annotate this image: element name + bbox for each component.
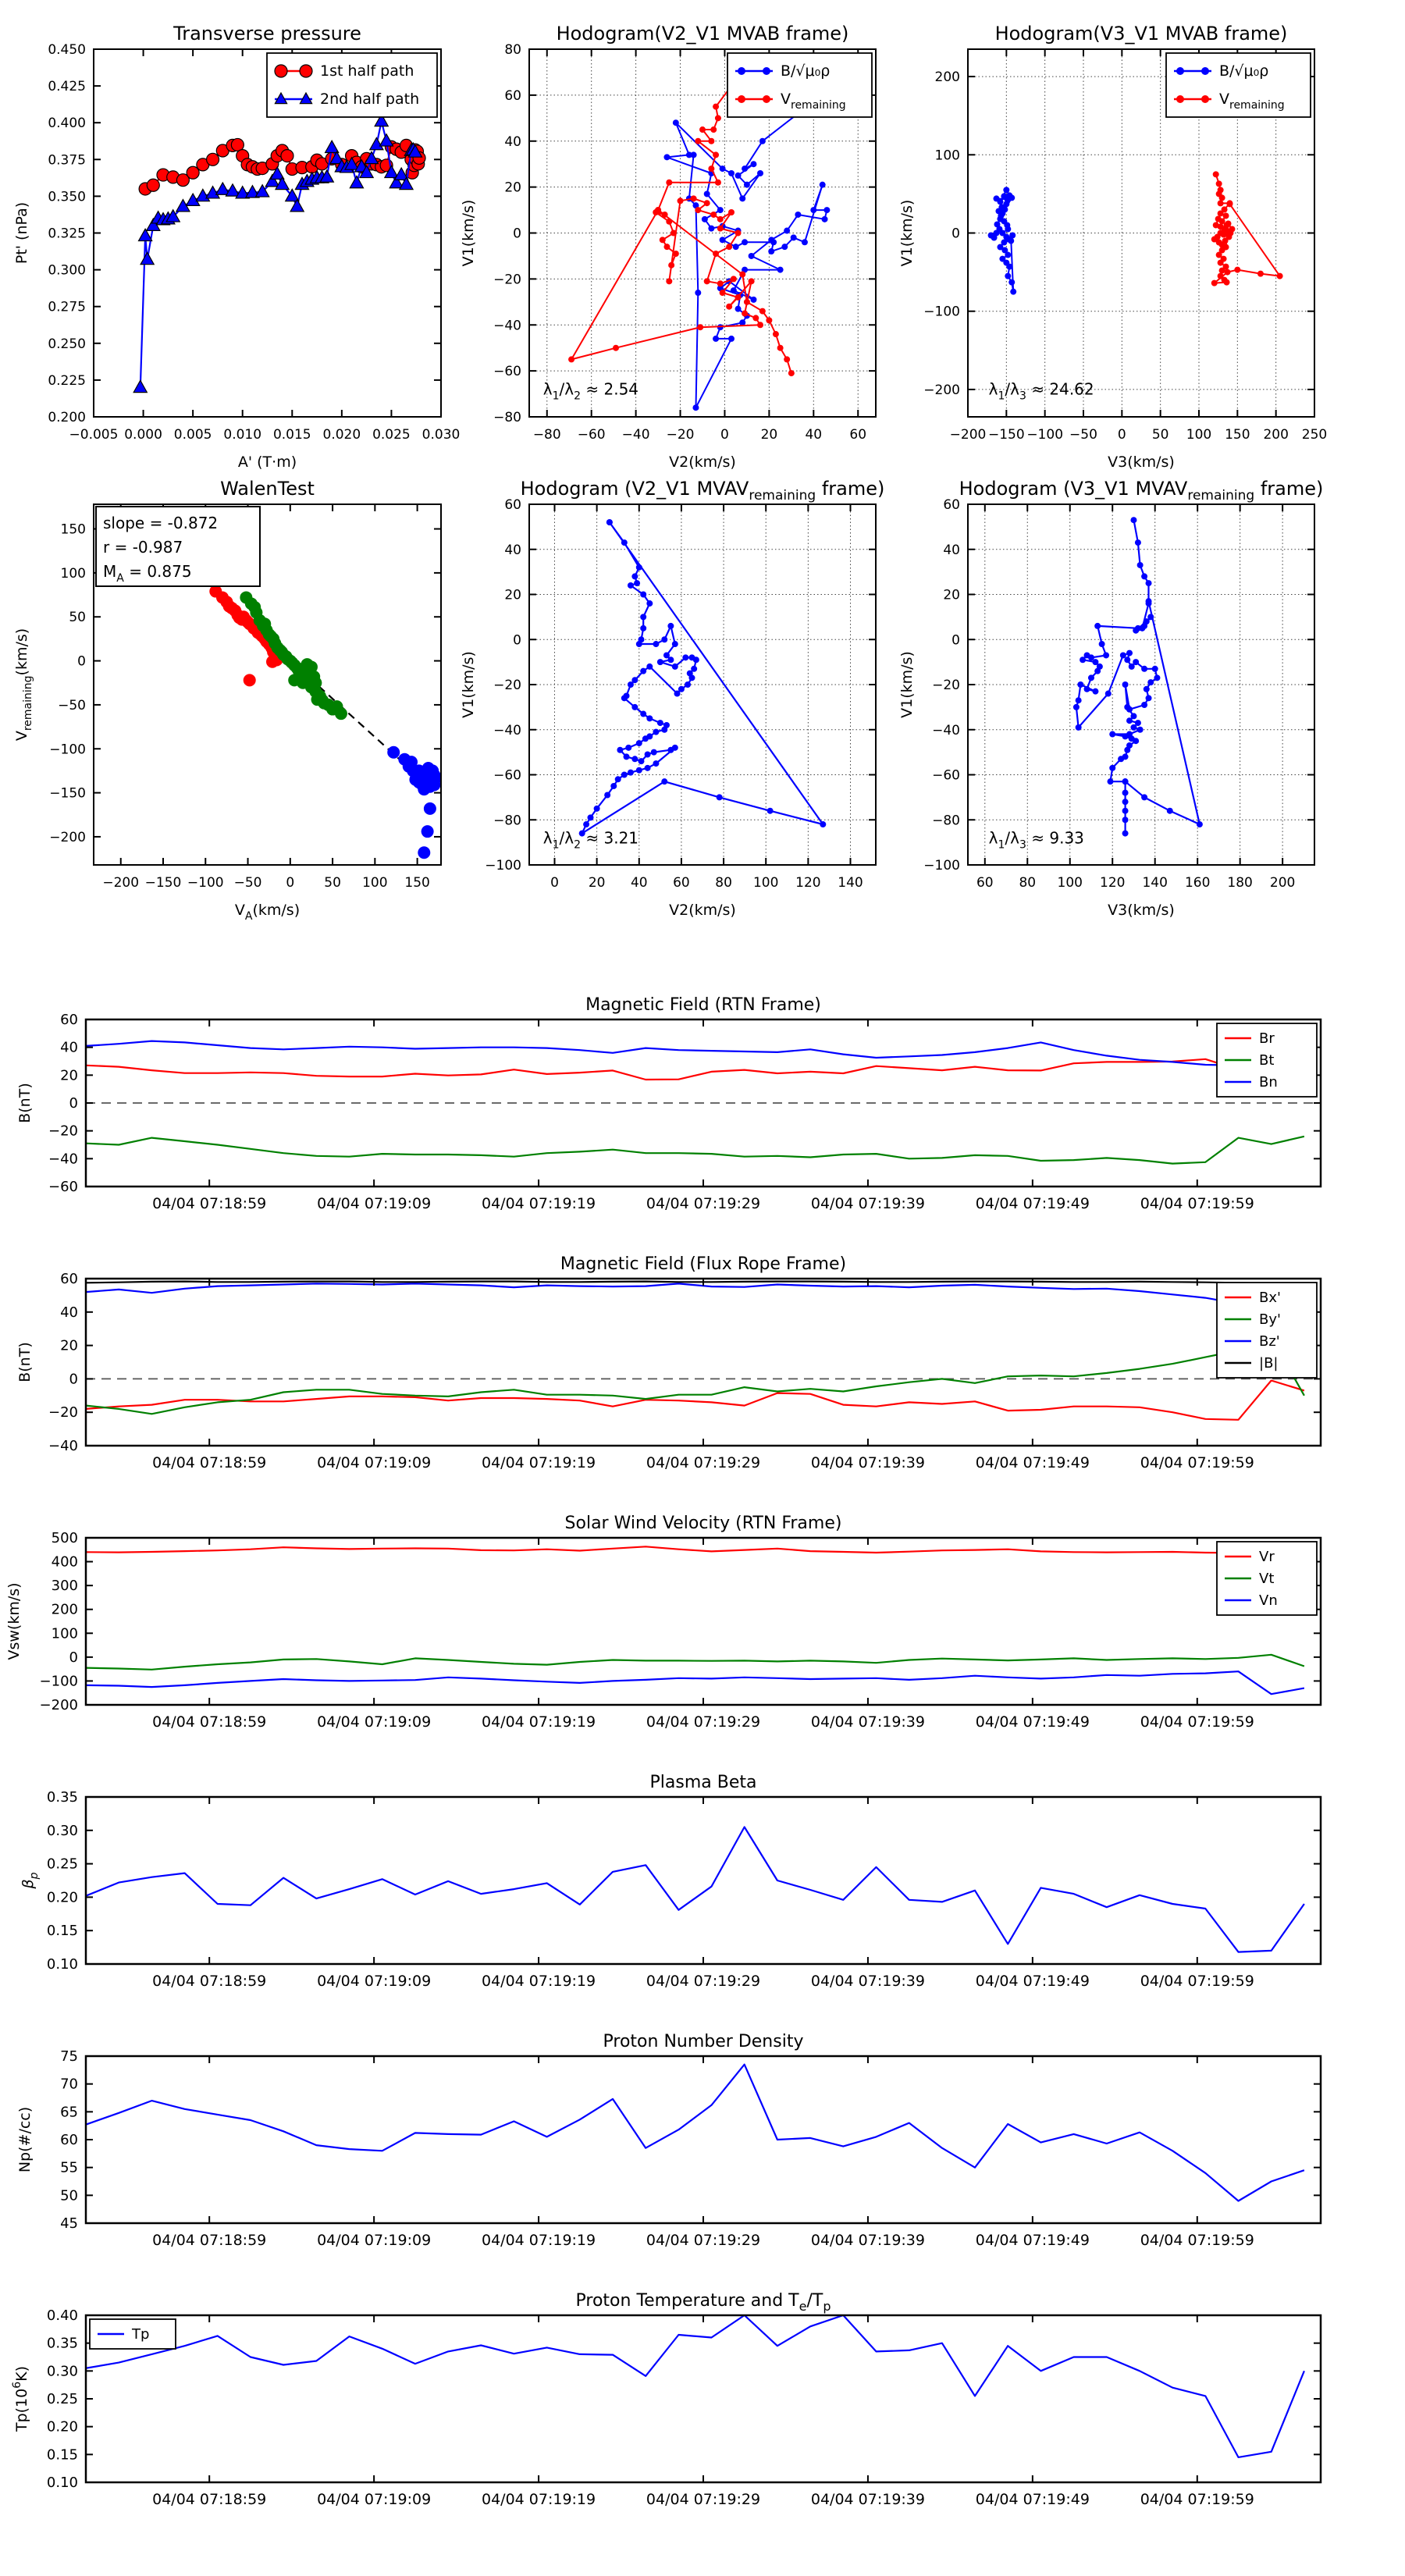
svg-text:20: 20 bbox=[760, 427, 778, 443]
svg-text:−0.005: −0.005 bbox=[69, 427, 119, 443]
svg-text:0.300: 0.300 bbox=[48, 262, 86, 279]
svg-text:−60: −60 bbox=[932, 767, 960, 784]
svg-text:0.40: 0.40 bbox=[46, 2307, 78, 2324]
svg-text:−60: −60 bbox=[493, 364, 521, 380]
svg-text:04/04 07:19:09: 04/04 07:19:09 bbox=[317, 1713, 432, 1731]
svg-text:04/04 07:19:19: 04/04 07:19:19 bbox=[481, 2491, 596, 2508]
svg-text:20: 20 bbox=[504, 180, 521, 196]
panel-proton-number-density bbox=[16, 2032, 1321, 2249]
svg-text:0.020: 0.020 bbox=[322, 427, 361, 443]
svg-text:60: 60 bbox=[504, 497, 521, 513]
svg-text:−200: −200 bbox=[49, 829, 86, 845]
svg-text:0.20: 0.20 bbox=[46, 2418, 78, 2435]
svg-text:0: 0 bbox=[951, 632, 960, 649]
svg-text:250: 250 bbox=[1301, 427, 1328, 443]
svg-text:Br: Br bbox=[1259, 1030, 1275, 1047]
svg-text:0.015: 0.015 bbox=[272, 427, 311, 443]
svg-text:0: 0 bbox=[1117, 427, 1126, 443]
svg-text:−150: −150 bbox=[987, 427, 1025, 443]
svg-text:20: 20 bbox=[943, 587, 960, 603]
svg-text:150: 150 bbox=[60, 521, 86, 538]
svg-text:0.225: 0.225 bbox=[48, 372, 86, 389]
svg-text:Vsw(km/s): Vsw(km/s) bbox=[5, 1582, 23, 1660]
svg-text:Plasma Beta: Plasma Beta bbox=[649, 1773, 757, 1792]
svg-text:04/04 07:18:59: 04/04 07:18:59 bbox=[152, 1454, 267, 1471]
svg-text:0.400: 0.400 bbox=[48, 116, 86, 132]
svg-text:VA(km/s): $V_A(km/s)$ bbox=[234, 902, 301, 923]
svg-text:04/04 07:18:59: 04/04 07:18:59 bbox=[152, 1195, 267, 1212]
svg-text:200: 200 bbox=[51, 1601, 78, 1618]
plot-hodogram-v3v1-mvab bbox=[898, 23, 1327, 471]
svg-text:140: 140 bbox=[838, 875, 863, 891]
svg-text:0: 0 bbox=[77, 653, 86, 670]
svg-text:04/04 07:19:29: 04/04 07:19:29 bbox=[646, 1973, 761, 1990]
svg-text:20: 20 bbox=[588, 875, 606, 891]
svg-text:0.010: 0.010 bbox=[223, 427, 262, 443]
svg-text:45: 45 bbox=[60, 2215, 78, 2232]
svg-text:Tp(106K): $Tp(10^6K)$ bbox=[11, 2365, 30, 2432]
svg-text:λ1/λ3 ≈ 9.33: $\lambda_1/\lambda_3 \approx 9.33$ bbox=[988, 828, 1084, 852]
svg-text:V3(km/s): V3(km/s) bbox=[1108, 454, 1175, 471]
svg-text:04/04 07:19:09: 04/04 07:19:09 bbox=[317, 1973, 432, 1990]
svg-text:0.450: 0.450 bbox=[48, 42, 86, 58]
svg-text:180: 180 bbox=[1227, 875, 1253, 891]
svg-text:100: 100 bbox=[1057, 875, 1083, 891]
svg-text:65: 65 bbox=[60, 2104, 78, 2121]
svg-text:04/04 07:19:19: 04/04 07:19:19 bbox=[481, 2232, 596, 2249]
svg-text:Transverse pressure: Transverse pressure bbox=[173, 23, 361, 44]
svg-text:40: 40 bbox=[943, 542, 960, 558]
svg-text:100: 100 bbox=[60, 565, 86, 582]
svg-text:04/04 07:18:59: 04/04 07:18:59 bbox=[152, 2232, 267, 2249]
svg-text:04/04 07:19:39: 04/04 07:19:39 bbox=[810, 1454, 926, 1471]
svg-text:50: 50 bbox=[1151, 427, 1169, 443]
svg-text:60: 60 bbox=[943, 497, 960, 513]
plot-walen-test bbox=[13, 478, 442, 923]
svg-text:04/04 07:19:39: 04/04 07:19:39 bbox=[810, 2491, 926, 2508]
svg-text:1st half path: 1st half path bbox=[320, 62, 414, 80]
svg-text:Hodogram(V3_V1 MVAB frame): Hodogram(V3_V1 MVAB frame) bbox=[994, 23, 1288, 44]
svg-text:2nd half path: 2nd half path bbox=[320, 91, 420, 108]
svg-text:200: 200 bbox=[1269, 875, 1296, 891]
svg-text:−200: −200 bbox=[923, 382, 960, 398]
svg-text:04/04 07:19:49: 04/04 07:19:49 bbox=[975, 1973, 1090, 1990]
svg-text:−100: −100 bbox=[923, 858, 960, 873]
svg-text:0.325: 0.325 bbox=[48, 226, 86, 242]
svg-text:70: 70 bbox=[60, 2076, 78, 2093]
svg-text:04/04 07:18:59: 04/04 07:18:59 bbox=[152, 1973, 267, 1990]
svg-text:Proton Temperature and Te/Tp: Proton Temperature and $T_e/T_p$ bbox=[575, 2291, 831, 2314]
panel-proton-temperature bbox=[11, 2291, 1321, 2508]
svg-text:04/04 07:19:09: 04/04 07:19:09 bbox=[317, 1454, 432, 1471]
svg-text:−50: −50 bbox=[233, 875, 262, 891]
svg-text:0: 0 bbox=[951, 226, 960, 242]
svg-text:04/04 07:19:29: 04/04 07:19:29 bbox=[646, 1195, 761, 1212]
svg-text:r = -0.987: r = -0.987 bbox=[103, 538, 183, 557]
svg-text:WalenTest: WalenTest bbox=[220, 478, 315, 500]
svg-text:140: 140 bbox=[1142, 875, 1168, 891]
svg-text:04/04 07:19:59: 04/04 07:19:59 bbox=[1140, 1973, 1254, 1990]
svg-text:0.25: 0.25 bbox=[46, 1856, 78, 1873]
svg-text:60: 60 bbox=[60, 2132, 78, 2148]
svg-text:80: 80 bbox=[504, 42, 521, 58]
svg-text:04/04 07:19:49: 04/04 07:19:49 bbox=[975, 1454, 1090, 1471]
svg-text:04/04 07:18:59: 04/04 07:18:59 bbox=[152, 2491, 267, 2508]
svg-text:−150: −150 bbox=[49, 785, 86, 802]
panel-magnetic-field-rtn bbox=[16, 995, 1321, 1212]
svg-text:04/04 07:19:59: 04/04 07:19:59 bbox=[1140, 2491, 1254, 2508]
svg-text:04/04 07:19:39: 04/04 07:19:39 bbox=[810, 1973, 926, 1990]
svg-text:V1(km/s): V1(km/s) bbox=[460, 651, 477, 718]
svg-text:−40: −40 bbox=[493, 722, 521, 738]
svg-text:04/04 07:19:39: 04/04 07:19:39 bbox=[810, 2232, 926, 2249]
svg-text:20: 20 bbox=[60, 1337, 78, 1354]
svg-text:V2(km/s): V2(km/s) bbox=[669, 454, 736, 471]
svg-text:−100: −100 bbox=[39, 1673, 78, 1690]
plot-hodogram-v2v1-mvab bbox=[460, 23, 876, 471]
svg-text:−40: −40 bbox=[932, 722, 960, 738]
svg-text:Vn: Vn bbox=[1259, 1592, 1278, 1609]
svg-text:50: 50 bbox=[69, 610, 86, 626]
svg-text:100: 100 bbox=[1186, 427, 1212, 443]
svg-text:B(nT): B(nT) bbox=[16, 1342, 34, 1382]
plot-hodogram-v3v1-mvav bbox=[898, 478, 1323, 919]
svg-text:04/04 07:19:59: 04/04 07:19:59 bbox=[1140, 2232, 1254, 2249]
svg-text:Vt: Vt bbox=[1259, 1571, 1275, 1587]
svg-text:200: 200 bbox=[934, 69, 960, 86]
svg-text:04/04 07:19:49: 04/04 07:19:49 bbox=[975, 1195, 1090, 1212]
svg-text:0: 0 bbox=[69, 1371, 78, 1388]
svg-text:−20: −20 bbox=[48, 1404, 78, 1421]
svg-text:−150: −150 bbox=[144, 875, 182, 891]
svg-text:300: 300 bbox=[51, 1578, 78, 1595]
svg-text:−80: −80 bbox=[932, 813, 960, 829]
svg-text:100: 100 bbox=[362, 875, 388, 891]
svg-text:500: 500 bbox=[51, 1530, 78, 1546]
svg-text:0: 0 bbox=[513, 226, 521, 242]
svg-text:−200: −200 bbox=[39, 1697, 78, 1713]
svg-text:V3(km/s): V3(km/s) bbox=[1108, 902, 1175, 919]
svg-text:04/04 07:19:59: 04/04 07:19:59 bbox=[1140, 1454, 1254, 1471]
svg-text:04/04 07:19:19: 04/04 07:19:19 bbox=[481, 1973, 596, 1990]
svg-text:−50: −50 bbox=[1069, 427, 1097, 443]
svg-text:0.10: 0.10 bbox=[46, 1956, 78, 1973]
svg-text:40: 40 bbox=[504, 133, 521, 150]
svg-text:−40: −40 bbox=[621, 427, 650, 443]
svg-text:0.20: 0.20 bbox=[46, 1889, 78, 1906]
svg-text:0.200: 0.200 bbox=[48, 410, 86, 425]
svg-text:Magnetic Field (Flux Rope Fram: Magnetic Field (Flux Rope Frame) bbox=[560, 1254, 847, 1274]
svg-text:Bx': Bx' bbox=[1259, 1290, 1281, 1306]
svg-text:20: 20 bbox=[60, 1067, 78, 1084]
svg-text:0: 0 bbox=[69, 1095, 78, 1112]
svg-text:0: 0 bbox=[720, 427, 729, 443]
svg-text:04/04 07:19:19: 04/04 07:19:19 bbox=[481, 1713, 596, 1731]
svg-text:Vr: Vr bbox=[1259, 1549, 1275, 1565]
svg-text:60: 60 bbox=[849, 427, 867, 443]
svg-text:0.15: 0.15 bbox=[46, 1923, 78, 1940]
svg-text:MA = 0.875: $M_A = 0.875$ bbox=[103, 562, 192, 585]
svg-text:50: 50 bbox=[60, 2187, 78, 2204]
svg-text:Proton Number Density: Proton Number Density bbox=[603, 2032, 804, 2051]
svg-text:04/04 07:19:49: 04/04 07:19:49 bbox=[975, 2232, 1090, 2249]
svg-text:λ1/λ2 ≈ 3.21: $\lambda_1/\lambda_2 \approx 3.21$ bbox=[542, 828, 639, 852]
svg-text:By': By' bbox=[1259, 1311, 1281, 1328]
svg-text:0: 0 bbox=[286, 875, 295, 891]
svg-text:150: 150 bbox=[404, 875, 430, 891]
svg-text:400: 400 bbox=[51, 1553, 78, 1571]
svg-text:−200: −200 bbox=[102, 875, 140, 891]
svg-text:λ1/λ3 ≈ 24.62: $\lambda_1/\lambda_3 \approx 24.62$ bbox=[988, 379, 1094, 403]
panel-magnetic-field-flux-rope bbox=[16, 1254, 1321, 1471]
svg-text:04/04 07:19:19: 04/04 07:19:19 bbox=[481, 1195, 596, 1212]
svg-text:0.025: 0.025 bbox=[372, 427, 411, 443]
svg-text:100: 100 bbox=[752, 875, 779, 891]
svg-text:04/04 07:19:49: 04/04 07:19:49 bbox=[975, 2491, 1090, 2508]
svg-text:150: 150 bbox=[1225, 427, 1250, 443]
svg-text:40: 40 bbox=[630, 875, 648, 891]
svg-text:−80: −80 bbox=[493, 813, 521, 829]
svg-text:−40: −40 bbox=[48, 1151, 78, 1168]
svg-text:Hodogram(V2_V1 MVAB frame): Hodogram(V2_V1 MVAB frame) bbox=[556, 23, 849, 44]
svg-text:−100: −100 bbox=[485, 858, 521, 873]
panel-solar-wind-velocity bbox=[5, 1514, 1321, 1731]
svg-text:Vremaining: $V_{remaining}$ bbox=[781, 91, 846, 112]
panel-plasma-beta bbox=[20, 1773, 1321, 1990]
svg-text:60: 60 bbox=[976, 875, 994, 891]
svg-text:120: 120 bbox=[795, 875, 821, 891]
svg-text:200: 200 bbox=[1263, 427, 1289, 443]
svg-text:0.350: 0.350 bbox=[48, 189, 86, 205]
svg-text:Solar Wind Velocity (RTN Frame: Solar Wind Velocity (RTN Frame) bbox=[564, 1514, 842, 1533]
svg-text:04/04 07:18:59: 04/04 07:18:59 bbox=[152, 1713, 267, 1731]
svg-text:Bn: Bn bbox=[1259, 1074, 1278, 1091]
svg-text:60: 60 bbox=[60, 1271, 78, 1287]
svg-text:60: 60 bbox=[504, 87, 521, 104]
plot-hodogram-v2v1-mvav bbox=[460, 478, 884, 919]
svg-text:−20: −20 bbox=[666, 427, 695, 443]
svg-text:−60: −60 bbox=[577, 427, 606, 443]
svg-text:Tp: Tp bbox=[132, 2326, 150, 2343]
svg-text:0.35: 0.35 bbox=[46, 2335, 78, 2352]
svg-text:0: 0 bbox=[513, 632, 521, 649]
svg-text:B/√μ₀ρ: B/√μ₀ρ bbox=[1219, 62, 1269, 80]
svg-text:−40: −40 bbox=[493, 318, 521, 334]
svg-text:04/04 07:19:49: 04/04 07:19:49 bbox=[975, 1713, 1090, 1731]
svg-text:100: 100 bbox=[934, 148, 960, 164]
svg-text:04/04 07:19:09: 04/04 07:19:09 bbox=[317, 2232, 432, 2249]
svg-text:0.275: 0.275 bbox=[48, 299, 86, 315]
svg-text:−80: −80 bbox=[493, 410, 521, 425]
svg-text:B/√μ₀ρ: B/√μ₀ρ bbox=[781, 62, 831, 80]
svg-text:−200: −200 bbox=[949, 427, 987, 443]
svg-text:04/04 07:19:29: 04/04 07:19:29 bbox=[646, 1454, 761, 1471]
svg-text:50: 50 bbox=[324, 875, 341, 891]
svg-text:40: 40 bbox=[805, 427, 823, 443]
svg-text:0.30: 0.30 bbox=[46, 1822, 78, 1839]
svg-text:04/04 07:19:19: 04/04 07:19:19 bbox=[481, 1454, 596, 1471]
svg-text:−100: −100 bbox=[923, 304, 960, 320]
svg-text:120: 120 bbox=[1100, 875, 1126, 891]
svg-text:75: 75 bbox=[60, 2048, 78, 2065]
svg-text:λ1/λ2 ≈ 2.54: $\lambda_1/\lambda_2 \approx 2.54$ bbox=[542, 379, 639, 403]
svg-text:Hodogram (V2_V1 MVAVremaining: Hodogram (V2_V1 $MVAV_{remaining}$ frame) bbox=[520, 478, 885, 503]
svg-text:20: 20 bbox=[504, 587, 521, 603]
svg-text:−20: −20 bbox=[493, 272, 521, 288]
svg-text:80: 80 bbox=[715, 875, 732, 891]
svg-text:−20: −20 bbox=[48, 1123, 78, 1140]
plot-transverse-pressure bbox=[13, 23, 460, 471]
svg-text:V1(km/s): V1(km/s) bbox=[460, 199, 477, 267]
svg-text:0: 0 bbox=[69, 1649, 78, 1666]
svg-text:V1(km/s): V1(km/s) bbox=[898, 199, 916, 267]
svg-text:0.250: 0.250 bbox=[48, 336, 86, 352]
svg-text:0.375: 0.375 bbox=[48, 152, 86, 169]
svg-text:−100: −100 bbox=[187, 875, 224, 891]
svg-text:04/04 07:19:29: 04/04 07:19:29 bbox=[646, 2232, 761, 2249]
svg-text:04/04 07:19:39: 04/04 07:19:39 bbox=[810, 1195, 926, 1212]
svg-text:40: 40 bbox=[504, 542, 521, 558]
svg-text:160: 160 bbox=[1184, 875, 1211, 891]
svg-text:−60: −60 bbox=[48, 1179, 78, 1195]
svg-text:40: 40 bbox=[60, 1304, 78, 1321]
svg-text:0.25: 0.25 bbox=[46, 2391, 78, 2407]
svg-text:04/04 07:19:09: 04/04 07:19:09 bbox=[317, 1195, 432, 1212]
svg-text:A' (T·m): A' (T·m) bbox=[237, 454, 297, 471]
svg-text:04/04 07:19:29: 04/04 07:19:29 bbox=[646, 2491, 761, 2508]
svg-text:Bz': Bz' bbox=[1259, 1333, 1280, 1350]
svg-text:−40: −40 bbox=[48, 1438, 78, 1454]
svg-text:04/04 07:19:29: 04/04 07:19:29 bbox=[646, 1713, 761, 1731]
svg-text:−50: −50 bbox=[58, 697, 86, 713]
svg-text:slope = -0.872: slope = -0.872 bbox=[103, 514, 219, 532]
svg-text:04/04 07:19:09: 04/04 07:19:09 bbox=[317, 2491, 432, 2508]
svg-text:0.15: 0.15 bbox=[46, 2446, 78, 2464]
svg-text:0.005: 0.005 bbox=[173, 427, 212, 443]
svg-text:55: 55 bbox=[60, 2159, 78, 2176]
svg-text:V2(km/s): V2(km/s) bbox=[669, 902, 736, 919]
svg-text:04/04 07:19:59: 04/04 07:19:59 bbox=[1140, 1195, 1254, 1212]
svg-text:V1(km/s): V1(km/s) bbox=[898, 651, 916, 718]
svg-text:−20: −20 bbox=[493, 678, 521, 693]
svg-text:0.10: 0.10 bbox=[46, 2475, 78, 2491]
svg-text:−100: −100 bbox=[49, 742, 86, 758]
svg-text:Magnetic Field (RTN Frame): Magnetic Field (RTN Frame) bbox=[585, 995, 821, 1015]
svg-text:0.030: 0.030 bbox=[422, 427, 461, 443]
svg-text:0: 0 bbox=[550, 875, 559, 891]
svg-text:60: 60 bbox=[673, 875, 690, 891]
svg-text:04/04 07:19:59: 04/04 07:19:59 bbox=[1140, 1713, 1254, 1731]
svg-text:0.000: 0.000 bbox=[124, 427, 162, 443]
svg-text:Hodogram (V3_V1 MVAVremaining: Hodogram (V3_V1 $MVAV_{remaining}$ frame) bbox=[959, 478, 1324, 503]
svg-text:B(nT): B(nT) bbox=[16, 1083, 34, 1123]
svg-text:60: 60 bbox=[60, 1012, 78, 1028]
svg-text:−60: −60 bbox=[493, 767, 521, 784]
svg-text:Vremaining(km/s): $V_{remaining}(km/s)$ bbox=[13, 628, 34, 742]
svg-text:Pt' (nPa): Pt' (nPa) bbox=[13, 201, 30, 265]
svg-text:Np(#/cc): Np(#/cc) bbox=[16, 2106, 34, 2173]
svg-text:0.35: 0.35 bbox=[46, 1789, 78, 1806]
svg-text:04/04 07:19:39: 04/04 07:19:39 bbox=[810, 1713, 926, 1731]
svg-text:−80: −80 bbox=[532, 427, 561, 443]
svg-text:−100: −100 bbox=[1026, 427, 1064, 443]
svg-text:40: 40 bbox=[60, 1039, 78, 1056]
svg-text:100: 100 bbox=[51, 1625, 78, 1642]
svg-text:|B|: |B| bbox=[1259, 1355, 1279, 1372]
svg-text:−20: −20 bbox=[932, 678, 960, 693]
svg-text:0.30: 0.30 bbox=[46, 2363, 78, 2380]
svg-text:Vremaining: $V_{remaining}$ bbox=[1219, 91, 1285, 112]
svg-text:80: 80 bbox=[1019, 875, 1037, 891]
svg-text:0.425: 0.425 bbox=[48, 79, 86, 95]
svg-text:Bt: Bt bbox=[1259, 1052, 1275, 1069]
svg-text:βp: $\beta_p$ bbox=[20, 1872, 41, 1889]
